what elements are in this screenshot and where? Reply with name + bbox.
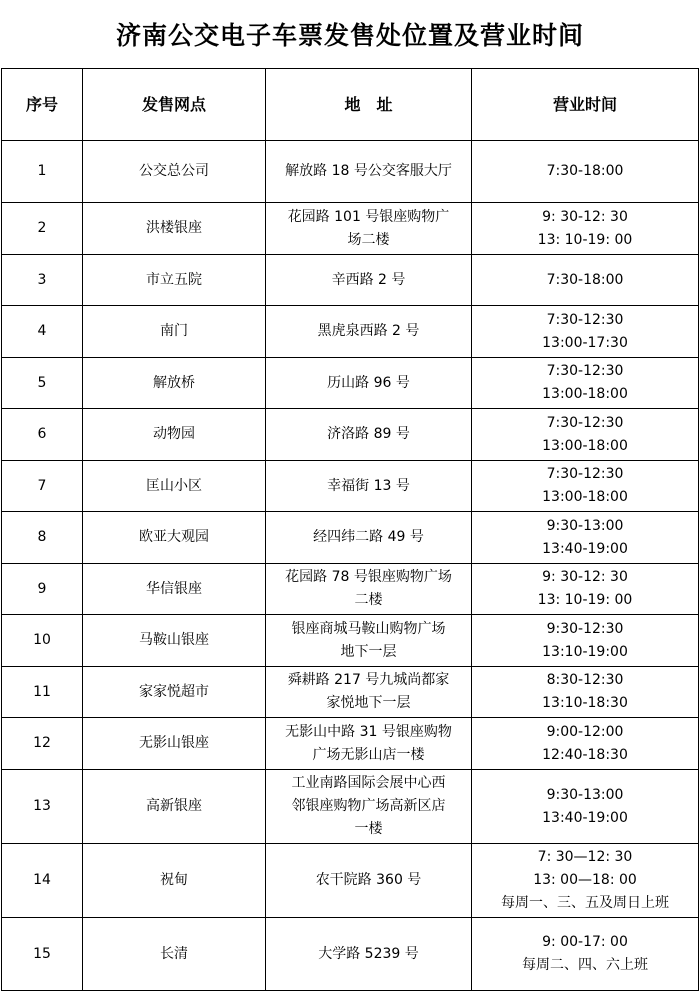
- outlet-name: 高新银座: [83, 770, 266, 844]
- hours-line: 7: 30—12: 30: [537, 849, 633, 865]
- business-hours: [472, 667, 699, 718]
- row-number: 5: [2, 358, 83, 409]
- outlet-name: 解放桥: [83, 358, 266, 409]
- hours-line: 9:30-13:00: [546, 517, 624, 534]
- outlet-name: 市立五院: [83, 255, 266, 306]
- outlet-name: 南门: [83, 306, 266, 358]
- table-row: [2, 358, 699, 409]
- table-row: [2, 203, 699, 255]
- table-row: [2, 918, 699, 991]
- business-hours: [472, 461, 699, 512]
- business-hours: [472, 512, 699, 564]
- hours-line: 13:10-19:00: [542, 643, 628, 660]
- outlet-name: 祝甸: [83, 844, 266, 918]
- outlet-address: [266, 203, 472, 255]
- hours-line: 13:00-18:00: [542, 386, 628, 402]
- hours-line: 9: 00-17: 00: [542, 934, 628, 950]
- outlet-address: [266, 667, 472, 718]
- hours-line: 12:40-18:30: [542, 746, 628, 763]
- hours-line: 13:40-19:00: [542, 809, 628, 826]
- hours-line: 13: 10-19: 00: [537, 592, 633, 608]
- row-number: 1: [2, 141, 83, 203]
- address-line: 经四纬二路 49 号: [313, 529, 424, 545]
- address-line: 大学路 5239 号: [318, 945, 419, 962]
- hours-line: 13: 10-19: 00: [537, 231, 633, 248]
- hours-line: 9:00-12:00: [546, 723, 624, 740]
- address-line: 一楼: [354, 821, 383, 837]
- address-line: 花园路 101 号银座购物广: [287, 208, 450, 225]
- hours-line: 每周二、四、六上班: [522, 957, 648, 973]
- outlet-address: [266, 512, 472, 564]
- hours-line: 13:00-18:00: [542, 489, 628, 505]
- business-hours: [472, 918, 699, 991]
- address-line: 济洛路 89 号: [327, 426, 410, 442]
- hours-line: 7:30-12:30: [546, 466, 624, 482]
- outlet-address: [266, 461, 472, 512]
- table-row: [2, 141, 699, 203]
- row-number: 15: [2, 918, 83, 991]
- outlet-name: 欧亚大观园: [83, 512, 266, 564]
- business-hours: [472, 141, 699, 203]
- address-line: 无影山中路 31 号银座购物: [285, 723, 452, 740]
- hours-line: 13:00-18:00: [542, 437, 628, 454]
- row-number: 8: [2, 512, 83, 564]
- outlet-name: 马鞍山银座: [83, 615, 266, 667]
- hours-line: 13: 00—18: 00: [533, 872, 637, 888]
- address-line: 花园路 78 号银座购物广场: [285, 569, 452, 585]
- outlet-address: [266, 918, 472, 991]
- sales-outlets-table: [1, 68, 699, 991]
- address-line: 舜耕路 217 号九城尚都家: [287, 672, 450, 688]
- outlet-name: 匡山小区: [83, 461, 266, 512]
- row-number: 13: [2, 770, 83, 844]
- header-no: 序号: [2, 69, 83, 141]
- outlet-address: [266, 770, 472, 844]
- business-hours: [472, 306, 699, 358]
- table-row: [2, 461, 699, 512]
- outlet-address: [266, 718, 472, 770]
- address-line: 历山路 96 号: [327, 374, 410, 391]
- outlet-name: 动物园: [83, 409, 266, 461]
- business-hours: [472, 255, 699, 306]
- outlet-name: 长清: [83, 918, 266, 991]
- table-row: [2, 844, 699, 918]
- header-name: 发售网点: [83, 69, 266, 141]
- table-row: [2, 512, 699, 564]
- hours-line: 7:30-12:30: [546, 363, 624, 379]
- address-line: 农干院路 360 号: [315, 872, 422, 888]
- outlet-name: 家家悦超市: [83, 667, 266, 718]
- business-hours: [472, 718, 699, 770]
- outlet-name: 无影山银座: [83, 718, 266, 770]
- address-line: 辛西路 2 号: [331, 271, 406, 288]
- hours-line: 9: 30-12: 30: [542, 208, 628, 225]
- business-hours: [472, 409, 699, 461]
- row-number: 11: [2, 667, 83, 718]
- row-number: 9: [2, 564, 83, 615]
- header-hours: 营业时间: [472, 69, 699, 141]
- address-line: 二楼: [354, 592, 383, 608]
- hours-line: 7:30-18:00: [546, 163, 624, 179]
- hours-line: 13:10-18:30: [542, 695, 628, 711]
- header-row: [2, 69, 699, 141]
- table-row: [2, 409, 699, 461]
- business-hours: [472, 615, 699, 667]
- outlet-address: [266, 358, 472, 409]
- outlet-address: [266, 844, 472, 918]
- table-body: [2, 141, 699, 991]
- row-number: 6: [2, 409, 83, 461]
- business-hours: [472, 203, 699, 255]
- hours-line: 每周一、三、五及周日上班: [501, 895, 669, 911]
- business-hours: [472, 564, 699, 615]
- hours-line: 7:30-12:30: [546, 414, 624, 431]
- address-line: 幸福街 13 号: [327, 477, 410, 494]
- address-line: 地下一层: [340, 643, 397, 660]
- outlet-name: 华信银座: [83, 564, 266, 615]
- outlet-address: [266, 141, 472, 203]
- table-row: [2, 255, 699, 306]
- row-number: 10: [2, 615, 83, 667]
- outlet-address: [266, 255, 472, 306]
- outlet-name: 公交总公司: [83, 141, 266, 203]
- table-row: [2, 564, 699, 615]
- table-row: [2, 615, 699, 667]
- address-line: 邻银座购物广场高新区店: [291, 798, 446, 814]
- business-hours: [472, 844, 699, 918]
- address-line: 广场无影山店一楼: [312, 746, 425, 763]
- table-row: [2, 770, 699, 844]
- address-line: 解放路 18 号公交客服大厅: [285, 163, 452, 179]
- row-number: 2: [2, 203, 83, 255]
- address-line: 家悦地下一层: [326, 695, 411, 711]
- row-number: 12: [2, 718, 83, 770]
- table-row: [2, 667, 699, 718]
- outlet-address: [266, 306, 472, 358]
- hours-line: 8:30-12:30: [546, 672, 624, 688]
- hours-line: 9:30-13:00: [546, 786, 624, 803]
- hours-line: 7:30-12:30: [546, 311, 624, 328]
- address-line: 场二楼: [347, 231, 390, 248]
- outlet-address: [266, 564, 472, 615]
- outlet-address: [266, 409, 472, 461]
- page-title: 济南公交电子车票发售处位置及营业时间: [115, 21, 584, 50]
- address-line: 工业南路国际会展中心西: [291, 775, 446, 791]
- hours-line: 13:40-19:00: [542, 540, 628, 557]
- row-number: 7: [2, 461, 83, 512]
- outlet-name: 洪楼银座: [83, 203, 266, 255]
- hours-line: 7:30-18:00: [546, 271, 624, 288]
- row-number: 3: [2, 255, 83, 306]
- table-row: [2, 306, 699, 358]
- hours-line: 9: 30-12: 30: [542, 569, 628, 585]
- hours-line: 9:30-12:30: [546, 620, 624, 637]
- business-hours: [472, 770, 699, 844]
- row-number: 4: [2, 306, 83, 358]
- header-address: 地 址: [266, 69, 472, 141]
- hours-line: 13:00-17:30: [542, 334, 628, 351]
- row-number: 14: [2, 844, 83, 918]
- address-line: 银座商城马鞍山购物广场: [291, 620, 446, 637]
- outlet-address: [266, 615, 472, 667]
- address-line: 黑虎泉西路 2 号: [317, 323, 420, 339]
- business-hours: [472, 358, 699, 409]
- table-row: [2, 718, 699, 770]
